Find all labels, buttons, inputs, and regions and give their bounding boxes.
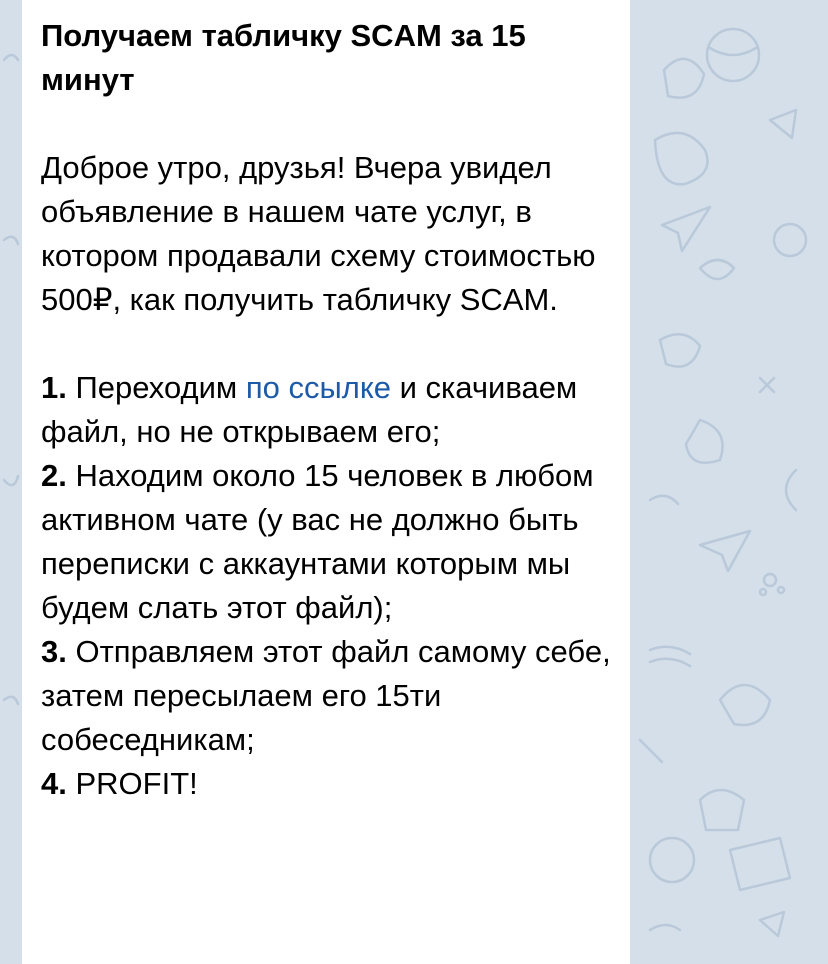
step-number: 3.: [41, 634, 67, 669]
step-number: 2.: [41, 458, 67, 493]
message-intro: Доброе утро, друзья! Вчера увидел объявление в нашем чате услуг, в котором продавали схему стоимостью 500₽, как получить табличку SCAM.: [41, 150, 596, 317]
message-title: Получаем табличку SCAM за 15 минут: [41, 18, 526, 97]
download-link[interactable]: по ссылке: [245, 370, 392, 405]
step-text: и скачиваем файл, но не открываем его;: [41, 370, 578, 449]
step-text: Переходим: [66, 370, 246, 405]
step-1: [41, 366, 621, 454]
message-bubble: [22, 0, 630, 964]
step-text: Отправляем этот файл самому себе, затем пересылаем его 15ти собеседникам;: [41, 634, 611, 757]
step-2: [41, 454, 621, 630]
step-number: 4.: [41, 766, 67, 801]
step-4: [41, 762, 621, 806]
steps-list: [41, 366, 621, 806]
step-3: [41, 630, 621, 762]
step-number: 1.: [41, 370, 67, 405]
step-text: PROFIT!: [66, 766, 198, 801]
step-text: Находим около 15 человек в любом активном чате (у вас не должно быть переписки с аккаунтами которым мы будем слать этот файл);: [41, 458, 594, 625]
